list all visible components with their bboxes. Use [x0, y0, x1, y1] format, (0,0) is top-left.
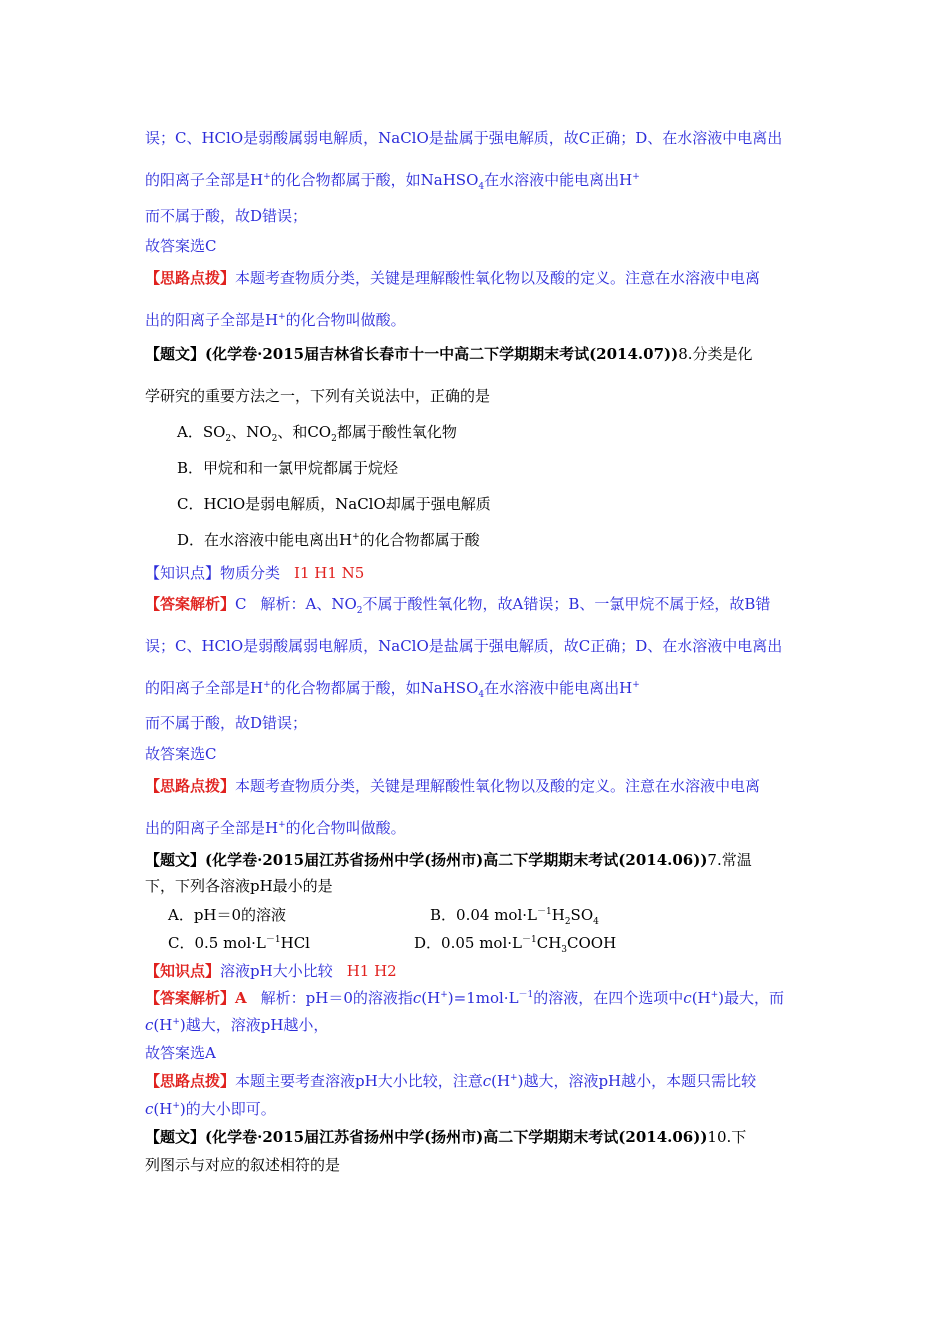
option-row: A．pH＝0的溶液 B．0.04 $mol\cdot L^{-1}H_2SO_4$: [168, 906, 599, 927]
text-line: 故答案选C: [145, 237, 217, 255]
knowledge-point: 【知识点】物质分类 I1 H1 N5: [145, 564, 365, 582]
text-line: 【思路点拨】本题考查物质分类，关键是理解酸性氧化物以及酸的定义。注意在水溶液中电离: [145, 777, 761, 795]
text-line: 而不属于酸，故D错误；: [145, 714, 308, 732]
text-line: 误；C、HClO是弱酸属弱电解质，NaClO是盐属于强电解质，故C正确；D、在水溶液中电离出: [145, 129, 783, 147]
text-line: 的阳离子全部是H+的化合物都属于酸，如NaHSO$_4$在水溶液中能电离出H+: [145, 171, 640, 192]
option-d: D．在水溶液中能电离出H+的化合物都属于酸: [177, 531, 480, 549]
text-line: 故答案选C: [145, 745, 217, 763]
knowledge-point: 【知识点】溶液pH大小比较 H1 H2: [145, 962, 397, 980]
option-row: C．0.5 $mol\cdot L^{-1}HCl$ D．0.05 $mol\cdot L^{-1}CH_3COOH$: [168, 934, 617, 955]
text-line: c(H+)越大，溶液pH越小，: [145, 1016, 329, 1034]
text-line: 故答案选A: [145, 1044, 216, 1062]
text-line: 学研究的重要方法之一，下列有关说法中，正确的是: [145, 387, 491, 405]
question-title: 【题文】(化学卷·2015届江苏省扬州中学(扬州市)高二下学期期末考试(2014.06))10.下: [145, 1128, 747, 1146]
option-c: C．HClO是弱电解质，NaClO却属于强电解质: [177, 495, 491, 513]
text-line: 【思路点拨】本题主要考查溶液pH大小比较，注意c(H+)越大，溶液pH越小，本题只需比较: [145, 1072, 757, 1090]
text-line: 而不属于酸，故D错误；: [145, 207, 308, 225]
text-line: 出的阳离子全部是H+的化合物叫做酸。: [145, 311, 406, 329]
option-a: A．$SO_2$、$NO_2$、和$CO_2$都属于酸性氧化物: [177, 423, 457, 444]
text-line: 误；C、HClO是弱酸属弱电解质，NaClO是盐属于强电解质，故C正确；D、在水溶液中电离出: [145, 637, 783, 655]
text-line: 列图示与对应的叙述相符的是: [145, 1156, 341, 1174]
question-title: 【题文】(化学卷·2015届吉林省长春市十一中高二下学期期末考试(2014.07))8.分类是化: [145, 345, 753, 363]
question-title: 【题文】(化学卷·2015届江苏省扬州中学(扬州市)高二下学期期末考试(2014.06))7.常温: [145, 851, 752, 869]
text-line: c(H+)的大小即可。: [145, 1100, 276, 1118]
text-line: 【思路点拨】本题考查物质分类，关键是理解酸性氧化物以及酸的定义。注意在水溶液中电离: [145, 269, 761, 287]
answer-line: 【答案解析】A 解析：pH＝0的溶液指$c(H^+)=1mol\cdot L^{-1}$的溶液，在四个选项中c(H+)最大，而: [145, 989, 785, 1007]
option-b: B．甲烷和和一氯甲烷都属于烷烃: [177, 459, 399, 477]
text-line: 出的阳离子全部是H+的化合物叫做酸。: [145, 819, 406, 837]
text-line: 的阳离子全部是H+的化合物都属于酸，如NaHSO$_4$在水溶液中能电离出H+: [145, 679, 640, 700]
text-line: 下，下列各溶液pH最小的是: [145, 877, 333, 895]
answer-line: 【答案解析】C 解析：A、$NO_2$不属于酸性氧化物，故A错误；B、一氯甲烷不属于烃，故B错: [145, 595, 771, 616]
